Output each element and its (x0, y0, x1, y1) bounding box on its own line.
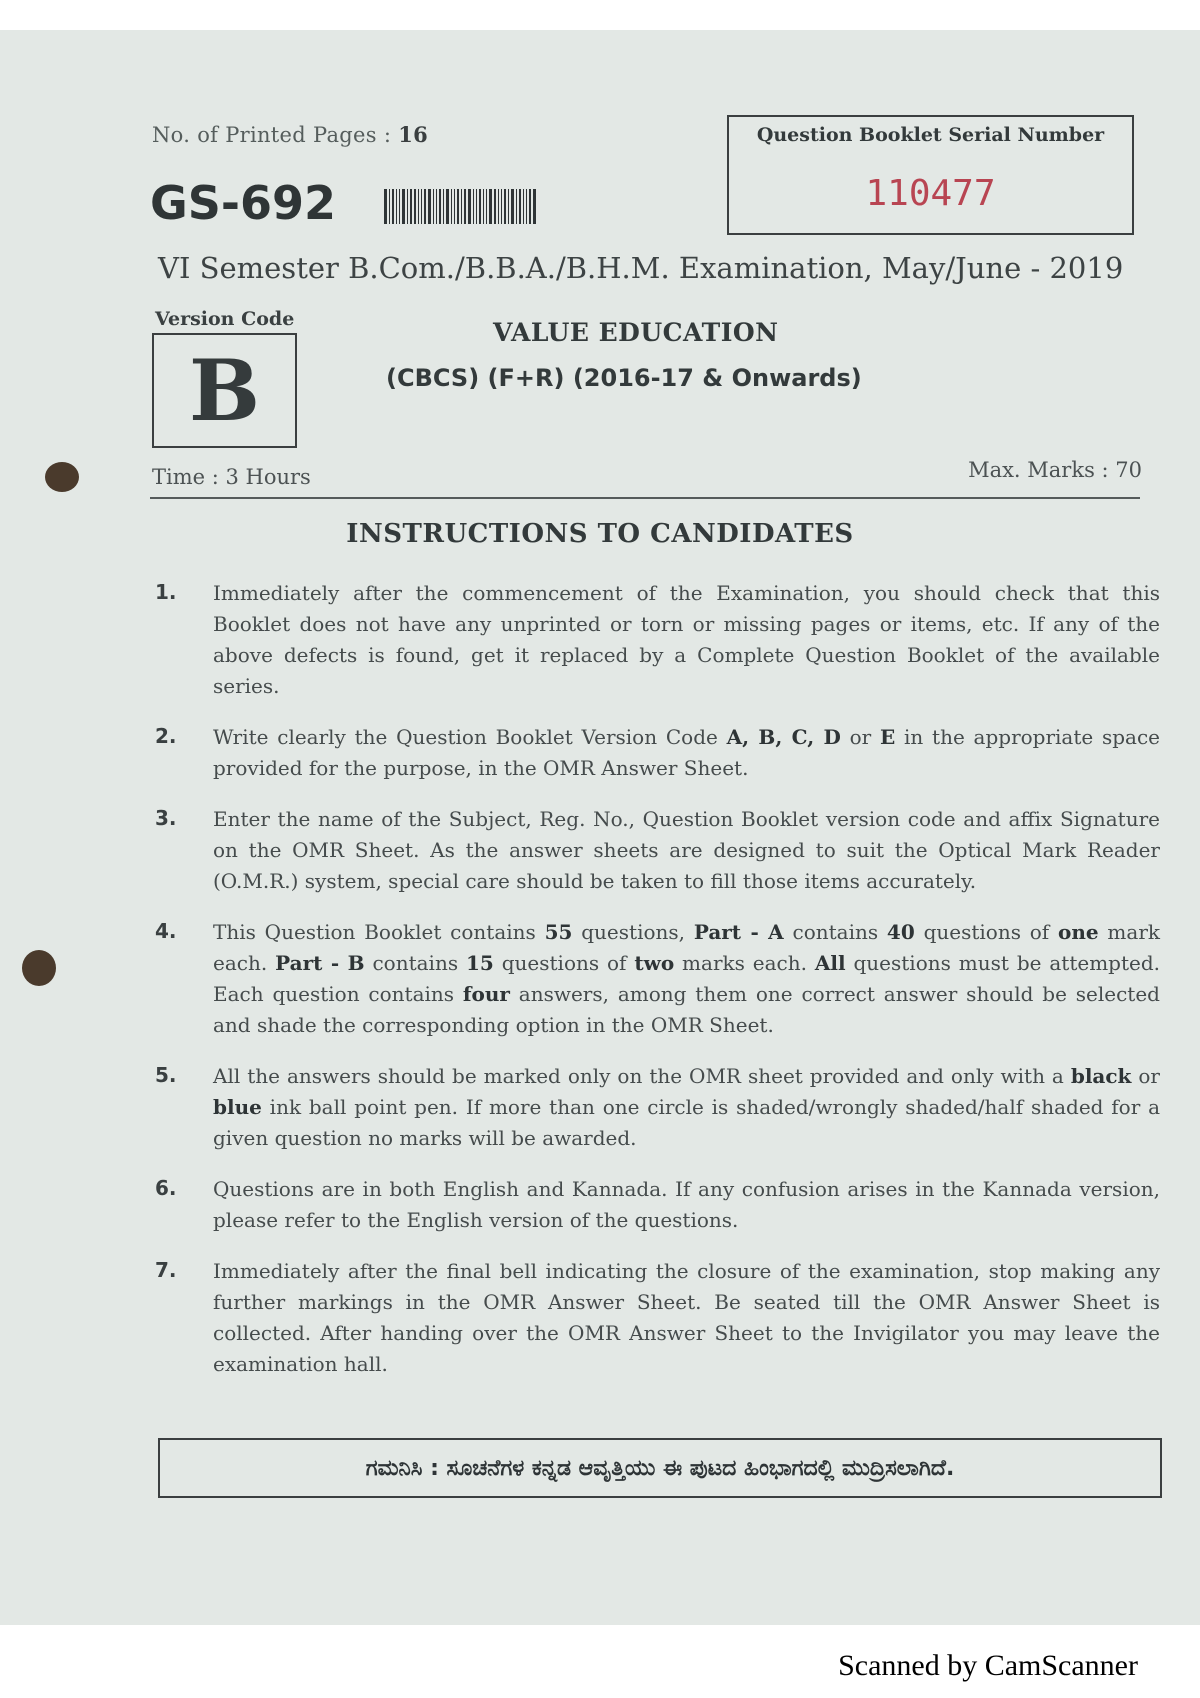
barcode-bar (519, 189, 521, 224)
instruction-text (213, 1256, 1160, 1380)
instruction-emphasis: blue (213, 1095, 262, 1119)
scheme-line: (CBCS) (F+R) (2016-17 & Onwards) (386, 364, 862, 392)
barcode-bar (433, 189, 434, 224)
instruction-text (213, 804, 1160, 897)
instruction-segment: contains (364, 951, 466, 975)
instruction-segment: questions of (493, 951, 635, 975)
instruction-emphasis: 55 (544, 920, 573, 944)
instruction-emphasis: All (814, 951, 846, 975)
exam-title: VI Semester B.Com./B.B.A./B.H.M. Examination, May/June - 2019 (158, 251, 1124, 285)
barcode-bar (451, 189, 452, 224)
barcode-bar (468, 189, 471, 224)
printed-pages-label: No. of Printed Pages : (152, 123, 392, 147)
barcode-bar (489, 189, 492, 224)
version-code-value: B (189, 340, 260, 440)
instruction-segment: Enter the name of the Subject, Reg. No., Question Booklet version code and affix Signature on the OMR Sheet. As the answer sheets are designed to suit the Optical Mark Reader (O.M.R.) system, special care should be taken to fill those items accurately. (213, 807, 1160, 893)
instruction-item (155, 804, 1160, 897)
barcode-bar (479, 189, 481, 224)
instruction-emphasis: A, B, C, D (726, 725, 841, 749)
barcode-bar (428, 189, 431, 224)
scanner-footer: Scanned by CamScanner (838, 1649, 1138, 1682)
instruction-item (155, 917, 1160, 1041)
barcode-bar (436, 189, 437, 224)
barcode-bar (526, 189, 527, 224)
barcode-bar (523, 189, 524, 224)
barcode-bar (476, 189, 477, 224)
printed-pages (152, 122, 428, 147)
barcode-bar (410, 189, 412, 224)
instructions-list (155, 578, 1160, 1400)
instruction-emphasis: Part - B (275, 951, 365, 975)
serial-number-value: 110477 (865, 173, 996, 214)
instruction-emphasis: two (634, 951, 675, 975)
barcode-bar (511, 189, 514, 224)
instruction-segment: ink ball point pen. If more than one circle is shaded/wrongly shaded/half shaded for a given question no marks will be awarded. (213, 1095, 1160, 1150)
instruction-segment: All the answers should be marked only on the OMR sheet provided and only with a (213, 1064, 1071, 1088)
instruction-emphasis: black (1070, 1064, 1132, 1088)
barcode-bar (399, 189, 400, 224)
exam-duration: Time : 3 Hours (152, 465, 311, 489)
barcode (384, 189, 566, 224)
barcode-bar (498, 189, 499, 224)
instruction-segment: marks each. (674, 951, 815, 975)
barcode-bar (461, 189, 462, 224)
instruction-number: 5. (155, 1063, 177, 1087)
version-code-label: Version Code (155, 308, 295, 330)
barcode-bar (414, 189, 416, 224)
barcode-bar (443, 189, 444, 224)
barcode-bar (494, 189, 496, 224)
instruction-text (213, 722, 1160, 784)
instruction-number: 2. (155, 724, 177, 748)
barcode-bar (402, 189, 405, 224)
instruction-item (155, 1256, 1160, 1380)
instruction-segment: mark each. (213, 920, 1160, 975)
barcode-bar (384, 189, 387, 224)
serial-number-label: Question Booklet Serial Number (756, 124, 1105, 146)
barcode-bar (389, 189, 390, 224)
instruction-emphasis: 40 (886, 920, 915, 944)
barcode-bar (483, 189, 484, 224)
instruction-segment: or (840, 725, 880, 749)
instruction-emphasis: one (1058, 920, 1099, 944)
kannada-note-box (158, 1438, 1162, 1498)
instruction-text (213, 1061, 1160, 1154)
punch-hole-top (45, 462, 79, 492)
barcode-bar (533, 189, 536, 224)
instruction-segment: Immediately after the commencement of the Examination, you should check that this Booklet does not have any unprinted or torn or missing pages or items, etc. If any of the above defects is found, get it replaced by a Complete Question Booklet of the available series. (213, 581, 1160, 698)
instruction-segment: questions must be attempted. Each question contains (213, 951, 1160, 1006)
serial-number-box (727, 115, 1134, 235)
instruction-item (155, 1174, 1160, 1236)
instruction-number: 6. (155, 1176, 177, 1200)
subject-title: VALUE EDUCATION (493, 318, 779, 347)
instruction-emphasis: four (462, 982, 510, 1006)
barcode-bar (464, 189, 466, 224)
instructions-heading: INSTRUCTIONS TO CANDIDATES (346, 519, 854, 549)
printed-pages-value: 16 (398, 122, 429, 147)
instruction-segment: Questions are in both English and Kannada. If any confusion arises in the Kannada version, please refer to the English version of the questions. (213, 1177, 1160, 1232)
instruction-segment: questions of (914, 920, 1059, 944)
instruction-emphasis: 15 (465, 951, 494, 975)
instruction-segment: answers, among them one correct answer should be selected and shade the corresponding option in the OMR Sheet. (213, 982, 1160, 1037)
instruction-item (155, 1061, 1160, 1154)
instruction-number: 1. (155, 580, 177, 604)
instruction-segment: This Question Booklet contains (213, 920, 545, 944)
instruction-number: 3. (155, 806, 177, 830)
max-marks: Max. Marks : 70 (968, 458, 1142, 482)
barcode-bar (407, 189, 408, 224)
instruction-segment: in the appropriate space provided for the purpose, in the OMR Answer Sheet. (213, 725, 1160, 780)
punch-hole-bottom (22, 950, 56, 986)
instruction-segment: Immediately after the final bell indicating the closure of the examination, stop making any further markings in the OMR Answer Sheet. Be seated till the OMR Answer Sheet is collected. After handing over the OMR Answer Sheet to the Invigilator you may leave the examination hall. (213, 1259, 1160, 1376)
kannada-note: ಗಮನಿಸಿ : ಸೂಚನೆಗಳ ಕನ್ನಡ ಆವೃತ್ತಿಯು ಈ ಪುಟದ ಹಿಂಭಾಗದಲ್ಲಿ ಮುದ್ರಿಸಲಾಗಿದೆ. (365, 1455, 955, 1481)
instruction-segment: questions, (572, 920, 694, 944)
barcode-bar (529, 189, 531, 224)
barcode-bar (392, 189, 394, 224)
barcode-bar (396, 189, 397, 224)
barcode-bar (486, 189, 487, 224)
header-divider (150, 497, 1140, 499)
instruction-text (213, 578, 1160, 702)
barcode-bar (439, 189, 441, 224)
instruction-number: 4. (155, 919, 177, 943)
barcode-bar (424, 189, 426, 224)
barcode-bar (501, 189, 502, 224)
instruction-item (155, 578, 1160, 702)
instruction-number: 7. (155, 1258, 177, 1282)
version-code-box (152, 333, 297, 448)
barcode-bar (421, 189, 422, 224)
instruction-segment: or (1131, 1064, 1160, 1088)
barcode-bar (418, 189, 419, 224)
barcode-bar (516, 189, 517, 224)
barcode-bar (504, 189, 506, 224)
barcode-bar (454, 189, 455, 224)
instruction-emphasis: Part - A (693, 920, 784, 944)
instruction-segment: contains (783, 920, 887, 944)
instruction-text (213, 1174, 1160, 1236)
instruction-emphasis: E (880, 725, 896, 749)
paper-code: GS-692 (150, 176, 336, 230)
instruction-segment: Write clearly the Question Booklet Version Code (213, 725, 727, 749)
barcode-bar (473, 189, 474, 224)
instruction-text (213, 917, 1160, 1041)
barcode-bar (446, 189, 449, 224)
barcode-bar (457, 189, 459, 224)
barcode-bar (508, 189, 509, 224)
instruction-item (155, 722, 1160, 784)
